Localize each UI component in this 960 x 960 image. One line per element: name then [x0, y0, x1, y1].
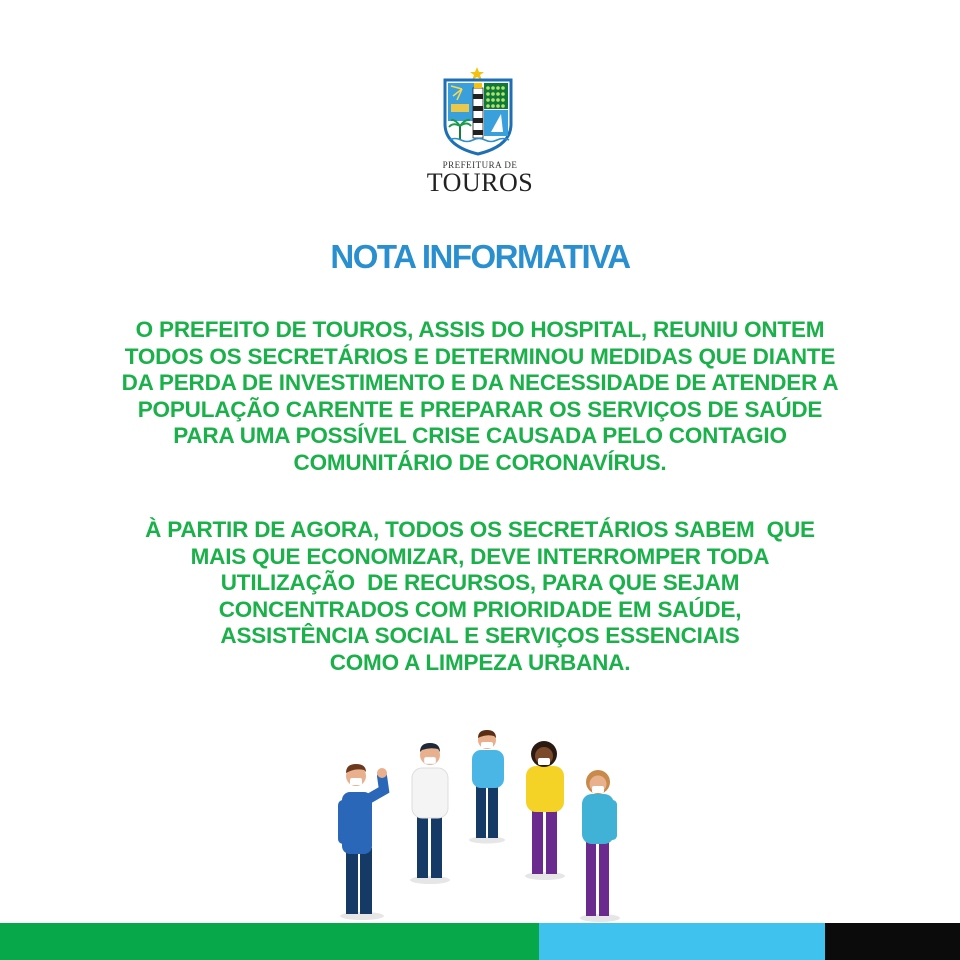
logo-subtitle: PREFEITURA DE [442, 160, 518, 170]
page-title: NOTA INFORMATIVA [330, 238, 630, 275]
person-white-shirt [412, 743, 448, 878]
bottom-bar-green-segment [0, 923, 539, 960]
person-blue-shirt [338, 764, 387, 914]
person-light-blue-shirt [472, 730, 504, 838]
paragraph-1-line: DA PERDA DE INVESTIMENTO E DA NECESSIDADE DE ATENDER A [121, 370, 839, 395]
bottom-bar-black-segment [825, 923, 960, 960]
paragraph-2-line: MAIS QUE ECONOMIZAR, DEVE INTERROMPER TODA [190, 543, 770, 569]
person-yellow-shirt [526, 741, 564, 874]
paragraph-2-line: COMO A LIMPEZA URBANA. [329, 649, 631, 675]
person-teal-shirt [582, 770, 617, 916]
coat-of-arms-icon [415, 64, 545, 160]
paragraph-1 [60, 317, 900, 476]
paragraph-2-line: À PARTIR DE AGORA, TODOS OS SECRETÁRIOS SABEM QUE [145, 517, 815, 542]
paragraph-1-line: COMUNITÁRIO DE CORONAVÍRUS. [293, 449, 667, 475]
paragraph-2-line: CONCENTRADOS COM PRIORIDADE EM SAÚDE, [218, 596, 742, 622]
bottom-color-bar [0, 923, 960, 960]
people-wearing-masks-illustration [320, 728, 640, 928]
prefeitura-logo [415, 64, 545, 204]
paragraph-1-line: O PREFEITO DE TOUROS, ASSIS DO HOSPITAL, REUNIU ONTEM [135, 317, 825, 342]
paragraph-1-line: TODOS OS SECRETÁRIOS E DETERMINOU MEDIDAS QUE DIANTE [124, 343, 836, 369]
paragraph-2 [60, 517, 900, 676]
paragraph-2-line: UTILIZAÇÃO DE RECURSOS, PARA QUE SEJAM [220, 570, 740, 595]
logo-name: TOUROS [426, 168, 534, 197]
paragraph-2-line: ASSISTÊNCIA SOCIAL E SERVIÇOS ESSENCIAIS [220, 623, 740, 648]
paragraph-1-line: PARA UMA POSSÍVEL CRISE CAUSADA PELO CONTAGIO [173, 423, 787, 448]
paragraph-1-line: POPULAÇÃO CARENTE E PREPARAR OS SERVIÇOS DE SAÚDE [137, 396, 823, 422]
bottom-bar-blue-segment [539, 923, 825, 960]
